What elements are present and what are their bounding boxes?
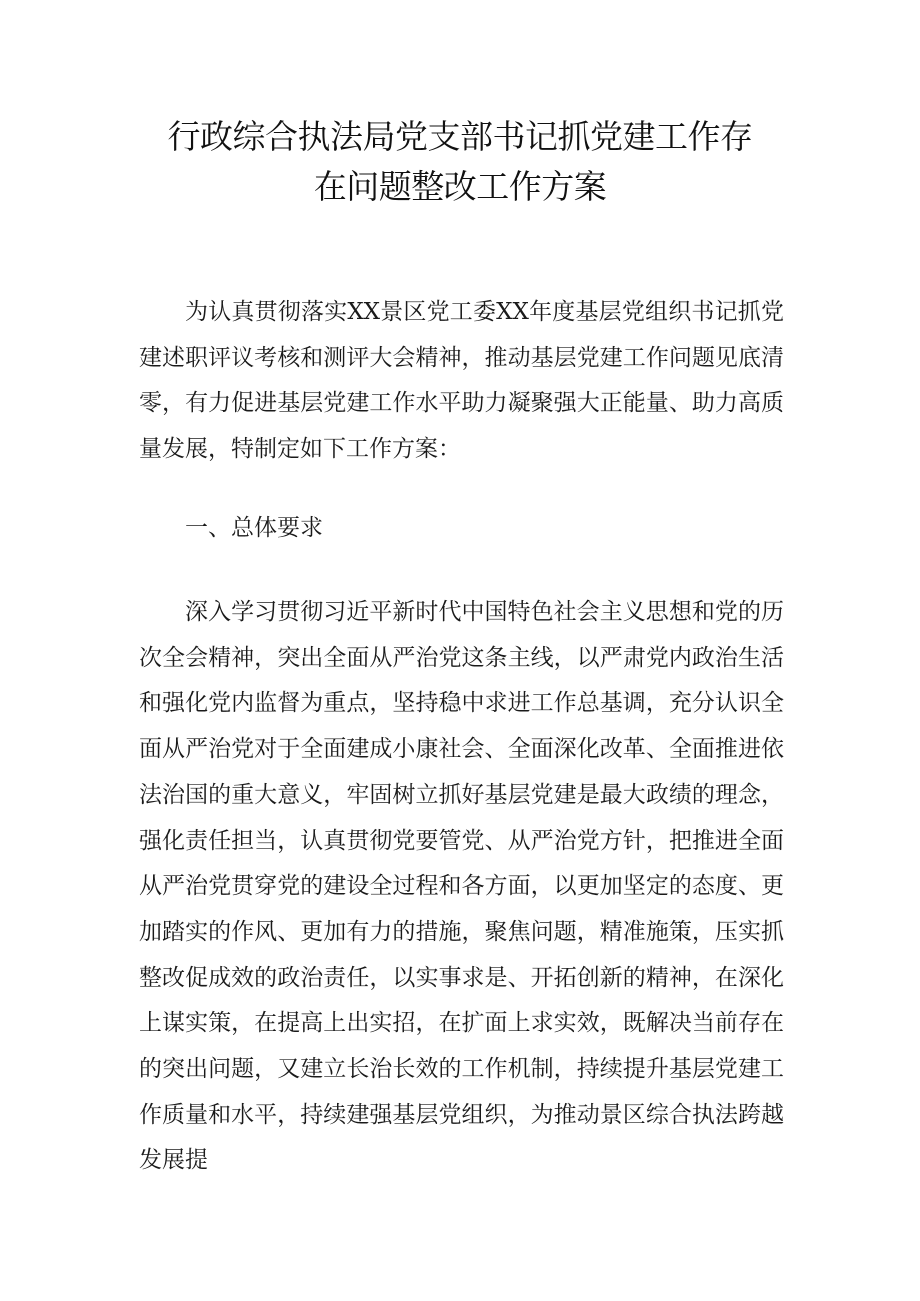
title-line-1: 行政综合执法局党支部书记抓党建工作存 — [167, 117, 753, 156]
intro-paragraph: 为认真贯彻落实XX景区党工委XX年度基层党组织书记抓党建述职评议考核和测评大会精神，推动基层党建工作问题见底清零，有力促进基层党建工作水平助力凝聚强大正能量、助力高质量发展，特制定如下工作方案： — [139, 299, 784, 463]
title-line-2: 在问题整改工作方案 — [313, 167, 607, 206]
document-title — [0, 112, 920, 212]
section-paragraph: 深入学习贯彻习近平新时代中国特色社会主义思想和党的历次全会精神，突出全面从严治党这条主线，以严肃党内政治生活和强化党内监督为重点，坚持稳中求进工作总基调，充分认识全面从严治党对于全面建成小康社会、全面深化改革、全面推进依法治国的重大意义，牢固树立抓好基层党建是最大政绩的理念，强化责任担当，认真贯彻党要管党、从严治党方针，把推进全面从严治党贯穿党的建设全过程和各方面，以更加坚定的态度、更加踏实的作风、更加有力的措施，聚焦问题，精准施策，压实抓整改促成效的政治责任，以实事求是、开拓创新的精神，在深化上谋实策，在提高上出实招，在扩面上求实效，既解决当前存在的突出问题，又建立长治长效的工作机制，持续提升基层党建工作质量和水平，持续建强基层党组织，为推动景区综合执法跨越发展提 — [139, 599, 784, 1174]
section-heading: 一、总体要求 — [185, 515, 323, 541]
